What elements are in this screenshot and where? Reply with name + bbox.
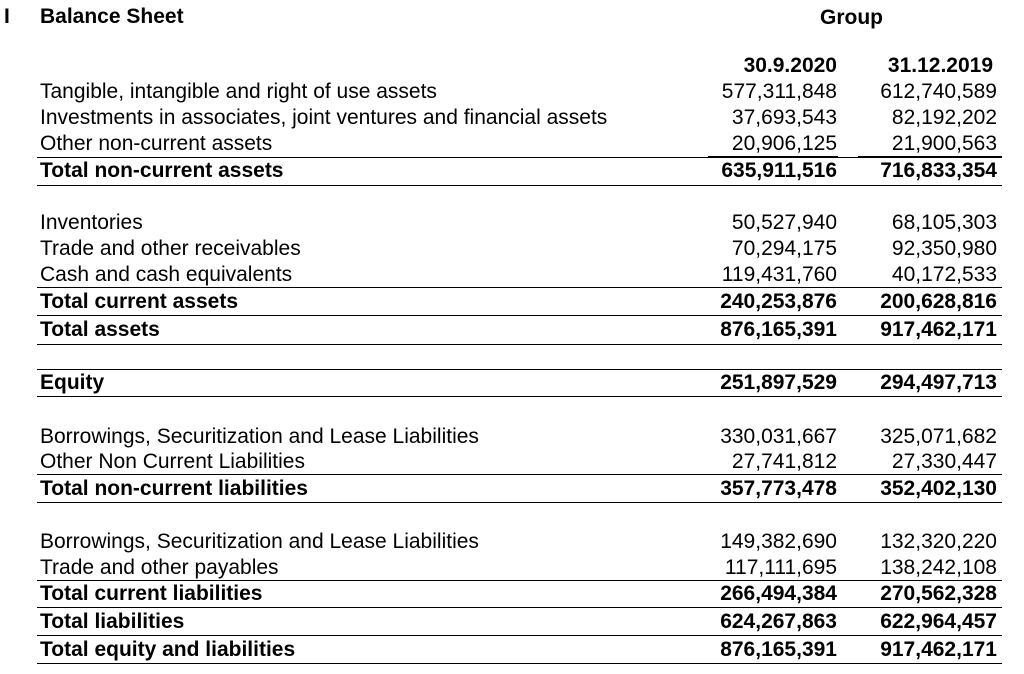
table-divider (37, 185, 1002, 186)
row-label: Borrowings, Securitization and Lease Liabilities (40, 530, 479, 553)
table-row (0, 158, 1024, 184)
table-divider (37, 474, 1002, 475)
row-label: Other Non Current Liabilities (40, 450, 305, 473)
table-row (0, 555, 1024, 581)
table-row (0, 210, 1024, 236)
value-2019: 92,350,980 (891, 237, 997, 260)
value-2019: 21,900,563 (891, 132, 997, 155)
table-row (0, 131, 1024, 157)
value-2020: 251,897,529 (720, 371, 837, 394)
column-header-2020: 30.9.2020 (743, 54, 837, 77)
table-divider (37, 396, 1002, 397)
row-label: Cash and cash equivalents (40, 263, 293, 286)
value-2019: 68,105,303 (891, 211, 997, 234)
column-header-2019: 31.12.2019 (887, 54, 993, 77)
row-label: Trade and other payables (40, 556, 279, 579)
value-2020: 577,311,848 (721, 80, 837, 103)
value-2019: 40,172,533 (891, 263, 997, 286)
table-divider (37, 635, 1002, 636)
table-row (0, 289, 1024, 315)
table-row (0, 449, 1024, 475)
table-divider (37, 344, 1002, 345)
value-2019: 138,242,108 (880, 556, 997, 579)
table-divider (37, 580, 1002, 581)
row-label: Total assets (40, 318, 160, 341)
value-2019: 716,833,354 (880, 159, 997, 182)
row-label: Inventories (40, 211, 143, 234)
value-2020: 50,527,940 (731, 211, 837, 234)
row-label: Borrowings, Securitization and Lease Liabilities (40, 425, 479, 448)
table-row (0, 262, 1024, 288)
value-2020: 357,773,478 (720, 477, 837, 500)
row-label: Total equity and liabilities (40, 638, 296, 661)
value-2019: 270,562,328 (880, 582, 997, 605)
table-divider (37, 502, 1002, 503)
value-2020: 149,382,690 (720, 530, 837, 553)
row-label: Total current liabilities (40, 582, 263, 605)
table-divider (37, 663, 1002, 664)
value-2020: 266,494,384 (720, 582, 837, 605)
section-number: I (4, 5, 10, 28)
value-2019: 917,462,171 (880, 318, 997, 341)
value-2020: 635,911,516 (721, 159, 837, 182)
table-row (0, 637, 1024, 663)
table-row (0, 105, 1024, 131)
row-label: Total non-current assets (40, 159, 284, 182)
row-label: Total liabilities (40, 610, 185, 633)
table-row (0, 529, 1024, 555)
value-2020: 117,111,695 (724, 556, 837, 579)
group-header: Group (820, 6, 883, 29)
table-row (0, 609, 1024, 635)
value-2020: 876,165,391 (720, 638, 837, 661)
row-label: Total current assets (40, 290, 239, 313)
row-label: Investments in associates, joint ventures and financial assets (40, 106, 608, 129)
value-2019: 622,964,457 (880, 610, 997, 633)
table-divider (37, 287, 1002, 288)
table-row (0, 236, 1024, 262)
row-label: Trade and other receivables (40, 237, 301, 260)
table-row (0, 370, 1024, 396)
value-2020: 876,165,391 (720, 318, 837, 341)
value-2019: 612,740,589 (880, 80, 997, 103)
table-divider (37, 369, 1002, 370)
table-row (0, 581, 1024, 607)
value-2020: 70,294,175 (731, 237, 837, 260)
value-2020: 240,253,876 (720, 290, 837, 313)
row-label: Other non-current assets (40, 132, 273, 155)
value-2019: 294,497,713 (880, 371, 997, 394)
table-row (0, 317, 1024, 343)
page-title: Balance Sheet (40, 5, 184, 28)
value-2019: 917,462,171 (880, 638, 997, 661)
table-row (0, 476, 1024, 502)
value-2020: 20,906,125 (731, 132, 837, 155)
value-2019: 132,320,220 (880, 530, 997, 553)
row-label: Equity (40, 371, 105, 394)
value-2020: 330,031,667 (720, 425, 837, 448)
table-divider (37, 315, 1002, 316)
table-row (0, 424, 1024, 450)
value-2020: 27,741,812 (731, 450, 837, 473)
value-2019: 200,628,816 (880, 290, 997, 313)
value-2019: 325,071,682 (880, 425, 997, 448)
row-label: Tangible, intangible and right of use assets (40, 80, 437, 103)
row-label: Total non-current liabilities (40, 477, 308, 500)
value-2019: 352,402,130 (880, 477, 997, 500)
table-row (0, 79, 1024, 105)
value-2020: 119,431,760 (721, 263, 837, 286)
value-2019: 27,330,447 (891, 450, 997, 473)
value-2019: 82,192,202 (891, 106, 997, 129)
table-divider (37, 607, 1002, 608)
table-divider (37, 157, 1002, 158)
value-2020: 624,267,863 (720, 610, 837, 633)
value-2020: 37,693,543 (731, 106, 837, 129)
